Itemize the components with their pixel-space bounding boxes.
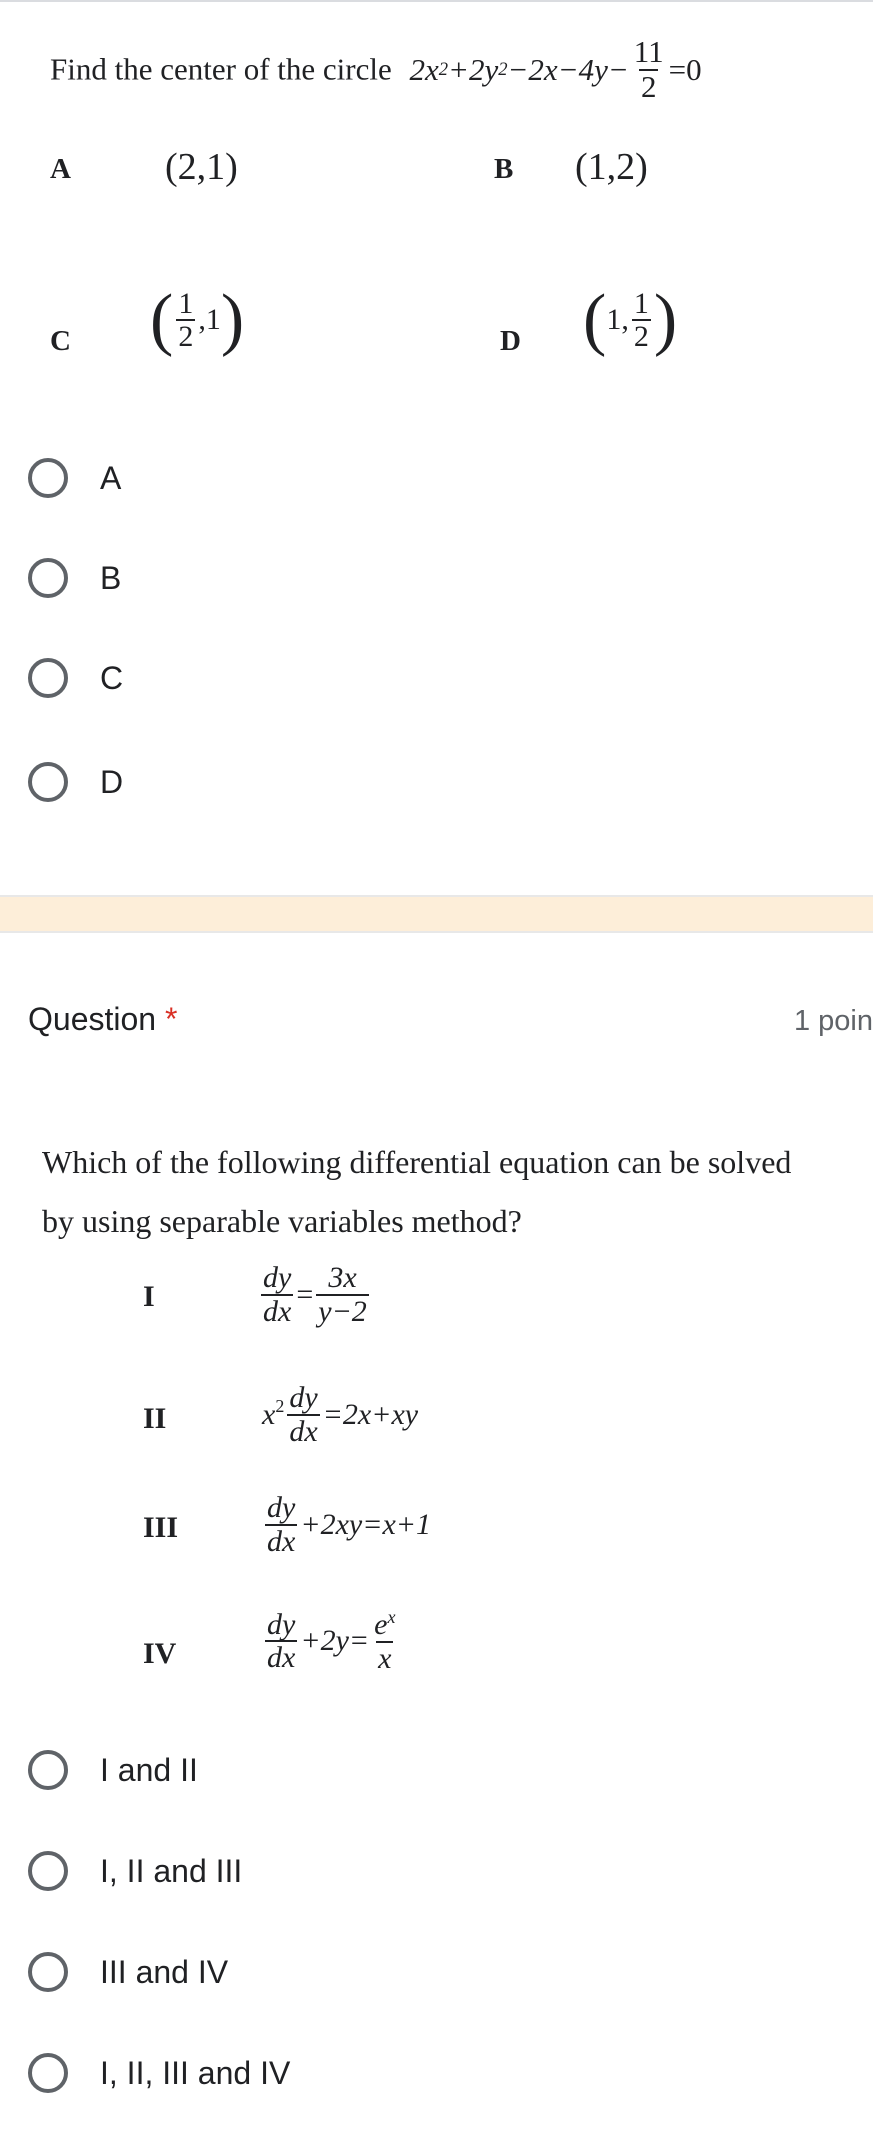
eq-rhs: =0 <box>668 51 702 87</box>
frac-den: x <box>378 1641 392 1675</box>
item-iii-equation <box>262 1492 431 1557</box>
e-sup: x <box>387 1607 396 1627</box>
frac-den: dx <box>267 1524 296 1558</box>
question1-prompt-text: Find the center of the circle <box>50 51 392 87</box>
e-base: e <box>374 1608 388 1641</box>
choice-label: I, II, III and IV <box>100 2054 291 2091</box>
option-d-lead: 1, <box>606 303 629 336</box>
eq-term-linear: −2x−4y− <box>507 51 629 87</box>
radio-button[interactable] <box>28 1851 68 1891</box>
equals: = <box>296 1277 314 1311</box>
lhs-fraction <box>287 1382 319 1447</box>
frac-num <box>372 1608 397 1641</box>
question2-title <box>28 1001 177 1038</box>
frac-den: dx <box>263 1294 292 1328</box>
radio-button[interactable] <box>28 658 68 698</box>
frac-num: dy <box>267 1607 296 1641</box>
option-d-frac-den: 2 <box>633 320 649 353</box>
choice-label: D <box>100 763 124 800</box>
prompt-line-2: by using separable variables method? <box>42 1203 522 1239</box>
eq-frac-den: 2 <box>640 68 657 104</box>
item-ii-label: II <box>143 1402 167 1435</box>
question-title-text: Question <box>28 1001 157 1037</box>
lhs-fraction <box>261 1262 293 1327</box>
top-border <box>0 0 873 2</box>
eq-term-2x: 2x <box>409 51 439 87</box>
option-d-frac-num: 1 <box>633 286 649 320</box>
option-c-value <box>150 281 245 358</box>
rhs: =2x+xy <box>322 1397 419 1431</box>
radio-button[interactable] <box>28 1750 68 1790</box>
choice-i-and-ii[interactable] <box>28 1750 198 1790</box>
eq-frac-num: 11 <box>633 34 664 69</box>
rhs: +2xy=x+1 <box>300 1507 432 1541</box>
option-c-rest: ,1 <box>198 303 221 336</box>
choice-c[interactable] <box>28 658 123 698</box>
paren-right: ) <box>220 281 245 358</box>
choice-i-ii-iii[interactable] <box>28 1851 242 1891</box>
option-b-value: (1,2) <box>575 146 648 188</box>
choice-label: A <box>100 459 122 496</box>
choice-label: I and II <box>100 1751 198 1788</box>
option-d-value <box>583 281 678 358</box>
frac-num: 3x <box>328 1261 357 1294</box>
paren-left: ( <box>583 281 607 358</box>
prompt-line-1: Which of the following differential equation can be solved <box>42 1144 792 1180</box>
choice-label: C <box>100 659 124 696</box>
radio-button[interactable] <box>28 762 68 802</box>
choice-all[interactable] <box>28 2053 290 2093</box>
paren-right: ) <box>653 281 678 358</box>
item-i-label: I <box>143 1280 155 1313</box>
option-c-letter: C <box>50 325 71 357</box>
rhs-fraction <box>372 1608 397 1674</box>
item-i-equation <box>258 1262 372 1327</box>
rhs-fraction <box>316 1262 369 1327</box>
section-divider <box>0 895 873 933</box>
question1-equation <box>409 36 701 103</box>
item-iv-label: IV <box>143 1637 177 1670</box>
option-c-frac-num: 1 <box>178 286 194 320</box>
choice-iii-and-iv[interactable] <box>28 1952 228 1992</box>
eq-fraction <box>632 36 666 103</box>
radio-button[interactable] <box>28 558 68 598</box>
option-d-fraction <box>632 288 651 353</box>
x-term: x <box>262 1397 276 1431</box>
question1-prompt <box>50 36 702 103</box>
option-a-value: (2,1) <box>165 146 238 188</box>
lhs-fraction <box>265 1492 297 1557</box>
frac-num: dy <box>263 1261 292 1294</box>
choice-label: I, II and III <box>100 1852 243 1889</box>
choice-a[interactable] <box>28 458 121 498</box>
frac-den: dx <box>289 1414 318 1448</box>
eq-sup: 2 <box>438 58 449 80</box>
option-a-letter: A <box>50 153 71 185</box>
option-c-frac-den: 2 <box>178 320 194 353</box>
choice-label: B <box>100 559 122 596</box>
frac-den: y−2 <box>318 1294 367 1328</box>
frac-den: dx <box>267 1641 296 1674</box>
eq-term-2y: +2y <box>448 51 499 87</box>
item-ii-equation <box>262 1382 418 1447</box>
points-label: 1 poin <box>793 1005 873 1037</box>
radio-button[interactable] <box>28 2053 68 2093</box>
radio-button[interactable] <box>28 458 68 498</box>
item-iv-equation <box>262 1608 400 1674</box>
eq-sup: 2 <box>498 58 508 80</box>
frac-num: dy <box>267 1491 296 1524</box>
option-b-letter: B <box>494 153 514 185</box>
question2-prompt <box>42 1133 791 1251</box>
lhs-fraction <box>265 1609 297 1674</box>
choice-d[interactable] <box>28 762 123 802</box>
choice-b[interactable] <box>28 558 121 598</box>
choice-label: III and IV <box>100 1953 229 1990</box>
x-sup: 2 <box>275 1396 285 1416</box>
mid: +2y= <box>300 1624 370 1657</box>
required-mark: * <box>164 1001 178 1037</box>
radio-button[interactable] <box>28 1952 68 1992</box>
item-iii-label: III <box>143 1511 179 1544</box>
frac-num: dy <box>289 1381 318 1414</box>
option-c-fraction <box>176 288 195 353</box>
paren-left: ( <box>150 281 174 358</box>
option-d-letter: D <box>500 325 521 357</box>
